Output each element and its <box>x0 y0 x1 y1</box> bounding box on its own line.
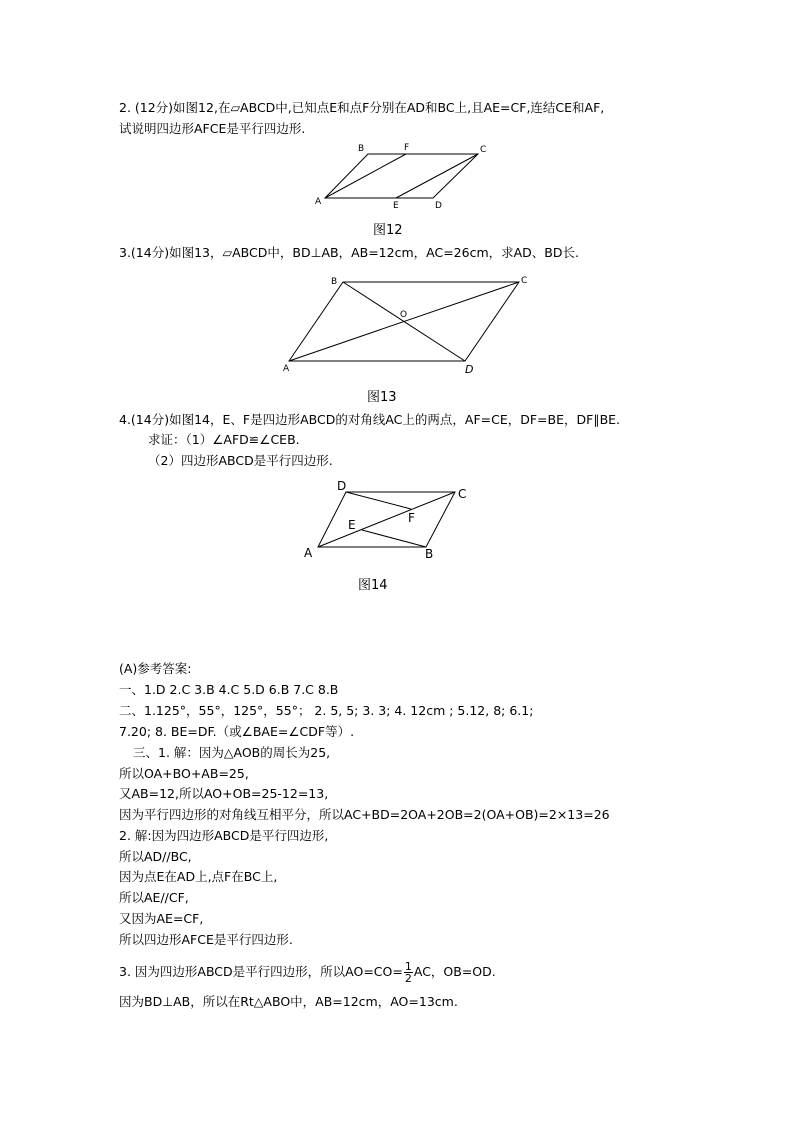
answer-3-1-line-4: 因为平行四边形的对角线互相平分，所以AC+BD=2OA+2OB=2(OA+OB)=2×13=26 <box>119 807 610 822</box>
fig14-label-c: C <box>458 487 467 501</box>
fig13-label-a: A <box>283 364 290 374</box>
problem-3-line-1: 3.(14分)如图13，▱ABCD中，BD⊥AB，AB=12cm，AC=26cm，求AD、BD长. <box>119 245 579 260</box>
fig13-label-o: O <box>400 310 408 320</box>
problem-4-line-1: 4.(14分)如图14，E、F是四边形ABCD的对角线AC上的两点，AF=CE，DF=BE，DF∥BE. <box>119 412 621 427</box>
answer-3-2-line-3: 因为点E在AD上,点F在BC上, <box>119 869 278 884</box>
fig14-label-d: D <box>337 479 347 493</box>
figure-14-caption: 图14 <box>358 578 388 593</box>
segment-df <box>346 492 411 509</box>
answer-3-1-line-3: 又AB=12,所以AO+OB=25-12=13, <box>119 786 329 801</box>
fig12-label-b: B <box>358 144 365 154</box>
answer-3-3-text-before: 3. 因为四边形ABCD是平行四边形，所以AO=CO= <box>119 964 403 979</box>
answer-3-2-line-5: 又因为AE=CF, <box>119 911 204 926</box>
fig13-label-d: D <box>465 363 474 376</box>
fig12-label-e: E <box>393 201 399 211</box>
fraction-denominator: 2 <box>404 972 412 985</box>
fraction-numerator: 1 <box>404 960 412 973</box>
diagonal-ac <box>318 492 455 547</box>
answer-3-1-line-1: 三、1. 解：因为△AOB的周长为25, <box>133 745 331 760</box>
problem-4-line-3: （2）四边形ABCD是平行四边形. <box>148 453 333 468</box>
fig14-label-b: B <box>425 547 434 561</box>
segment-be <box>362 530 426 547</box>
fig14-label-a: A <box>304 546 313 560</box>
answer-3-3-line-1 <box>119 961 496 984</box>
fig14-label-f: F <box>408 511 415 525</box>
answer-3-2-line-4: 所以AE//CF, <box>119 890 189 905</box>
answer-3-2-line-6: 所以四边形AFCE是平行四边形. <box>119 932 293 947</box>
answer-3-1-line-2: 所以OA+BO+AB=25, <box>119 766 249 781</box>
problem-2-line-2: 试说明四边形AFCE是平行四边形. <box>119 121 306 136</box>
answers-header: (A)参考答案: <box>119 661 192 676</box>
fig14-label-e: E <box>348 518 356 532</box>
figure-12-caption: 图12 <box>373 223 403 238</box>
answers-part-2-line-2: 7.20; 8. BE=DF.（或∠BAE=∠CDF等）. <box>119 724 355 739</box>
fig12-label-c: C <box>480 145 487 155</box>
answers-part-2-line-1: 二、1.125°，55°，125°，55°； 2. 5, 5; 3. 3; 4. 12cm ; 5.12, 8; 6.1; <box>119 703 534 718</box>
problem-4-line-2: 求证：（1）∠AFD≌∠CEB. <box>148 432 300 447</box>
fig12-label-a: A <box>315 197 322 207</box>
answer-3-3-line-2: 因为BD⊥AB，所以在Rt△ABO中，AB=12cm，AO=13cm. <box>119 994 458 1009</box>
fig13-label-c: C <box>521 276 528 286</box>
figure-13-caption: 图13 <box>367 390 397 405</box>
answer-3-3-text-after: AC，OB=OD. <box>413 964 496 979</box>
fig12-label-f: F <box>404 143 410 153</box>
problem-2-line-1: 2. (12分)如图12,在▱ABCD中,已知点E和点F分别在AD和BC上,且AE=CF,连结CE和AF, <box>119 100 605 115</box>
fig12-label-d: D <box>435 201 442 211</box>
answers-part-1: 一、1.D 2.C 3.B 4.C 5.D 6.B 7.C 8.B <box>119 682 339 697</box>
answer-3-2-line-2: 所以AD//BC, <box>119 849 192 864</box>
fraction-one-half <box>404 961 413 984</box>
fig13-label-b: B <box>331 277 338 287</box>
answer-3-2-line-1: 2. 解:因为四边形ABCD是平行四边形, <box>119 828 329 843</box>
